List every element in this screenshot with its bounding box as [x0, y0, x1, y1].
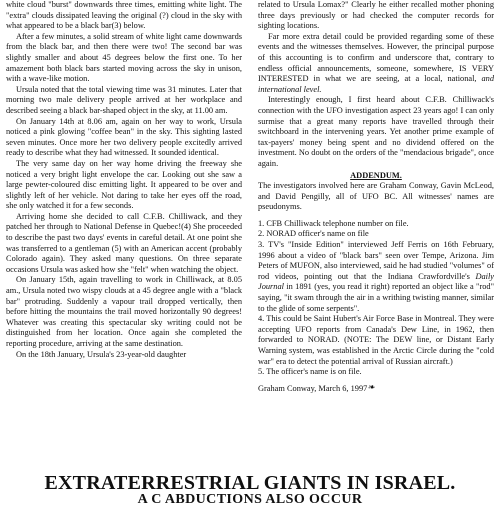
- right-paragraph-3: Interestingly enough, I first heard about C.F.B. Chilliwack's connection with the UFO investigation aspect 23 years ago! I can only surmise that a great many reports have travelled through their switchboard in the intervening years. Yet another prime example of tax-payers' money being spent and no dividend offered on the investment. No doubt on the orders of the "mendacious brigade", once again.: [258, 95, 494, 168]
- footnote-3-rest: in 1891 (yes, you read it right) reported an object like a "rod" saying, "it swam through the air in a writhing twisting manner, similar to the glide of some serpents".: [258, 282, 494, 313]
- left-paragraph-7: On January 15th, again travelling to work in Chilliwack, at 8.05 am., Ursula noted two wispy clouds at a 45 degree angle with a "black bar" protruding. Suddenly a vapour trail dropped vertically, then before hitting the mountains the trail moved horizontally 90 degrees! Whatever was creating this spectacular sky writing could not be distinguished from her location. Once again she completed the reporting procedure, arriving at the same destination.: [6, 275, 242, 348]
- left-paragraph-6: Arriving home she decided to call C.F.B. Chilliwack, and they patched her through to National Defense in Quebec!(4) She proceeded to describe the past two days' events in careful detail. At one point she was transferred to a gentleman (5) with an American accent (probably Colorado again). They asked many questions. On three separate occasions Ursula was asked how she "felt" when watching the object.: [6, 211, 242, 274]
- left-paragraph-1: white cloud "burst" downwards three times, emitting white light. The "extra" clouds dissipated leaving the original (?) cloud in the sky with what appeared to be a black bar(3) below.: [6, 0, 242, 31]
- next-article-subtitle: A C ABDUCTIONS ALSO OCCUR: [137, 492, 363, 507]
- footnote-item: 4. This could be Saint Hubert's Air Force Base in Montreal. They were accepting UFO reports from Canada's Dew Line, in 1962, then forwarded to NORAD. (NOTE: The DEW line, or Distant Early Warning system, was established in the Arctic Circle during the "cold war" era to detect the potential arrival of Russian aircraft.): [258, 314, 494, 366]
- right-paragraph-2-italic: and international level.: [258, 74, 494, 94]
- footnote-item: 2. NORAD officer's name on file: [258, 229, 369, 239]
- signature-line: [258, 384, 494, 395]
- footnote-item: [258, 240, 494, 314]
- footnote-item: 5. The officer's name is on file.: [258, 367, 362, 377]
- next-article-title: EXTRATERRESTRIAL GIANTS IN ISRAEL.: [44, 472, 456, 494]
- footnote-item: 1. CFB Chilliwack telephone number on file.: [258, 218, 409, 228]
- right-column: [258, 0, 494, 395]
- footnote-3-text: 3. TV's "Inside Edition" interviewed Jeff Ferris on 16th February, 1996 about a video of "black bars" seen over Tempe, Arizona. Jim Peters of MUFON, also interviewed, said he had studied "volumes" of rod videos, pointing out that the Indiana Crawfordville's: [258, 240, 494, 281]
- right-paragraph-2-text: Far more extra detail could be provided regarding some of these events and the witnesses themselves. However, the principal purpose of this accounting is to confirm and underscore that, contrary to endless official announcements, someone, somewhere, IS VERY INTERESTED in what we are seeing, at a local, national,: [258, 31, 494, 84]
- signature-scribble-icon: ❧: [367, 382, 375, 393]
- left-paragraph-5: The very same day on her way home driving the freeway she noticed a very bright light envelope the car. Looking out she saw a large pewter-coloured disc emitting light. It appeared to be over and slightly left of her vehicle. Not daring to take her eyes off the road, she only watched it for a few seconds.: [6, 158, 242, 211]
- left-column: [6, 0, 242, 360]
- left-paragraph-3: Ursula noted that the total viewing time was 31 minutes. Later that morning two male delivery people arrived at her workplace and described seeing a black bar-shaped object in the sky, at 11.00 am.: [6, 84, 242, 115]
- left-paragraph-4: On January 14th at 8.06 am, again on her way to work, Ursula noticed a pink glowing "coffee bean" in the sky. This sighting lasted seven minutes. Once more her two delivery people excitedly arrived ready to describe what they had witnessed. It sounded identical.: [6, 116, 242, 158]
- footnote-3-italic: Daily Journal: [258, 271, 494, 292]
- addendum-intro: The investigators involved here are Graham Conway, Gavin McLeod, and David Pengilly, all of UFO BC. All witnesses' names are pseudonyms.: [258, 181, 494, 212]
- right-paragraph-1: related to Ursula Lomax?" Clearly he either recalled mother phoning three days previously or had checked the computer records for sighting locations.: [258, 0, 494, 31]
- addendum-heading: ADDENDUM.: [350, 170, 402, 180]
- left-paragraph-2: After a few minutes, a solid stream of white light came downwards from the black bar, and then there were two! The second bar was slightly smaller and about 45 degrees below the first one. To her amazement both black bars started moving across the sky in unison, with a wave-like motion.: [6, 31, 242, 84]
- right-paragraph-2: [258, 32, 494, 96]
- footnote-list: [258, 219, 494, 378]
- signature-text: Graham Conway, March 6, 1997: [258, 383, 368, 393]
- left-paragraph-8: On the 18th January, Ursula's 23-year-old daughter: [16, 349, 187, 359]
